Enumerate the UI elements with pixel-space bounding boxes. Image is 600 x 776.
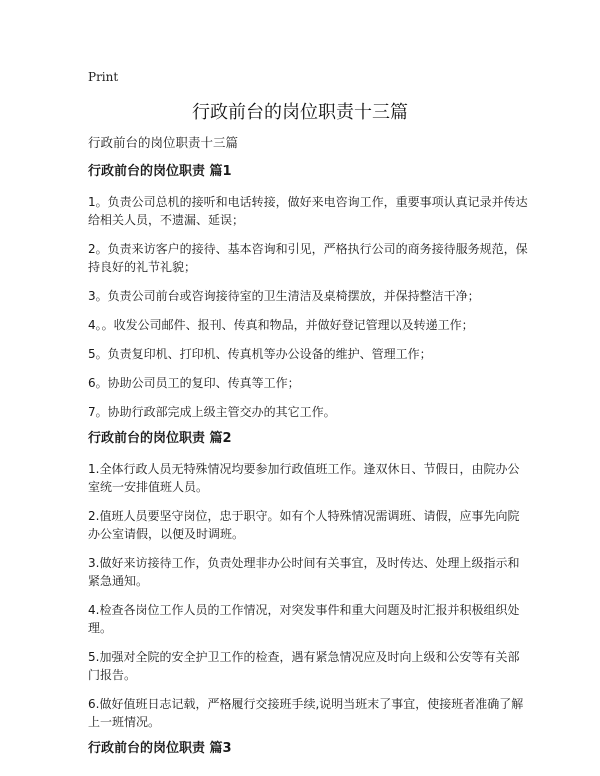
paragraph: 4.检查各岗位工作人员的工作情况，对突发事件和重大问题及时汇报并积极组织处理。 bbox=[88, 603, 520, 635]
paragraph: 5。负责复印机、打印机、传真机等办公设备的维护、管理工作； bbox=[88, 347, 432, 361]
paragraph: 5.加强对全院的安全护卫工作的检查，遇有紧急情况应及时向上级和公安等有关部门报告。 bbox=[88, 650, 520, 682]
section-heading: 行政前台的岗位职责 篇1 bbox=[88, 164, 232, 179]
section-heading: 行政前台的岗位职责 篇3 bbox=[88, 741, 232, 756]
document-subtitle: 行政前台的岗位职责十三篇 bbox=[88, 135, 239, 150]
paragraph: 2.值班人员要坚守岗位，忠于职守。如有个人特殊情况需调班、请假，应事先向院办公室请假，以便及时调班。 bbox=[88, 509, 520, 541]
paragraph: 6。协助公司员工的复印、传真等工作； bbox=[88, 376, 300, 390]
paragraph: 3。负责公司前台或咨询接待室的卫生清洁及桌椅摆放，并保持整洁干净； bbox=[88, 289, 480, 303]
paragraph: 2。负责来访客户的接待、基本咨询和引见，严格执行公司的商务接待服务规范，保持良好的礼节礼貌； bbox=[88, 242, 528, 274]
document-body bbox=[88, 134, 528, 770]
section-heading: 行政前台的岗位职责 篇2 bbox=[88, 431, 232, 446]
paragraph: 4。。收发公司邮件、报刊、传真和物品，并做好登记管理以及转递工作； bbox=[88, 318, 474, 332]
paragraph: 1.全体行政人员无特殊情况均要参加行政值班工作。逢双休日、节假日，由院办公室统一安排值班人员。 bbox=[88, 462, 520, 494]
print-link[interactable]: Print bbox=[88, 70, 119, 84]
paragraph: 1。负责公司总机的接听和电话转接，做好来电咨询工作，重要事项认真记录并传达给相关人员，不遗漏、延误； bbox=[88, 195, 528, 227]
paragraph: 7。协助行政部完成上级主管交办的其它工作。 bbox=[88, 405, 336, 419]
page-title: 行政前台的岗位职责十三篇 bbox=[192, 102, 408, 123]
paragraph: 3.做好来访接待工作，负责处理非办公时间有关事宜，及时传达、处理上级指示和紧急通知。 bbox=[88, 556, 520, 588]
paragraph: 6.做好值班日志记载，严格履行交接班手续,说明当班末了事宜，使接班者准确了解上一班情况。 bbox=[88, 697, 524, 729]
